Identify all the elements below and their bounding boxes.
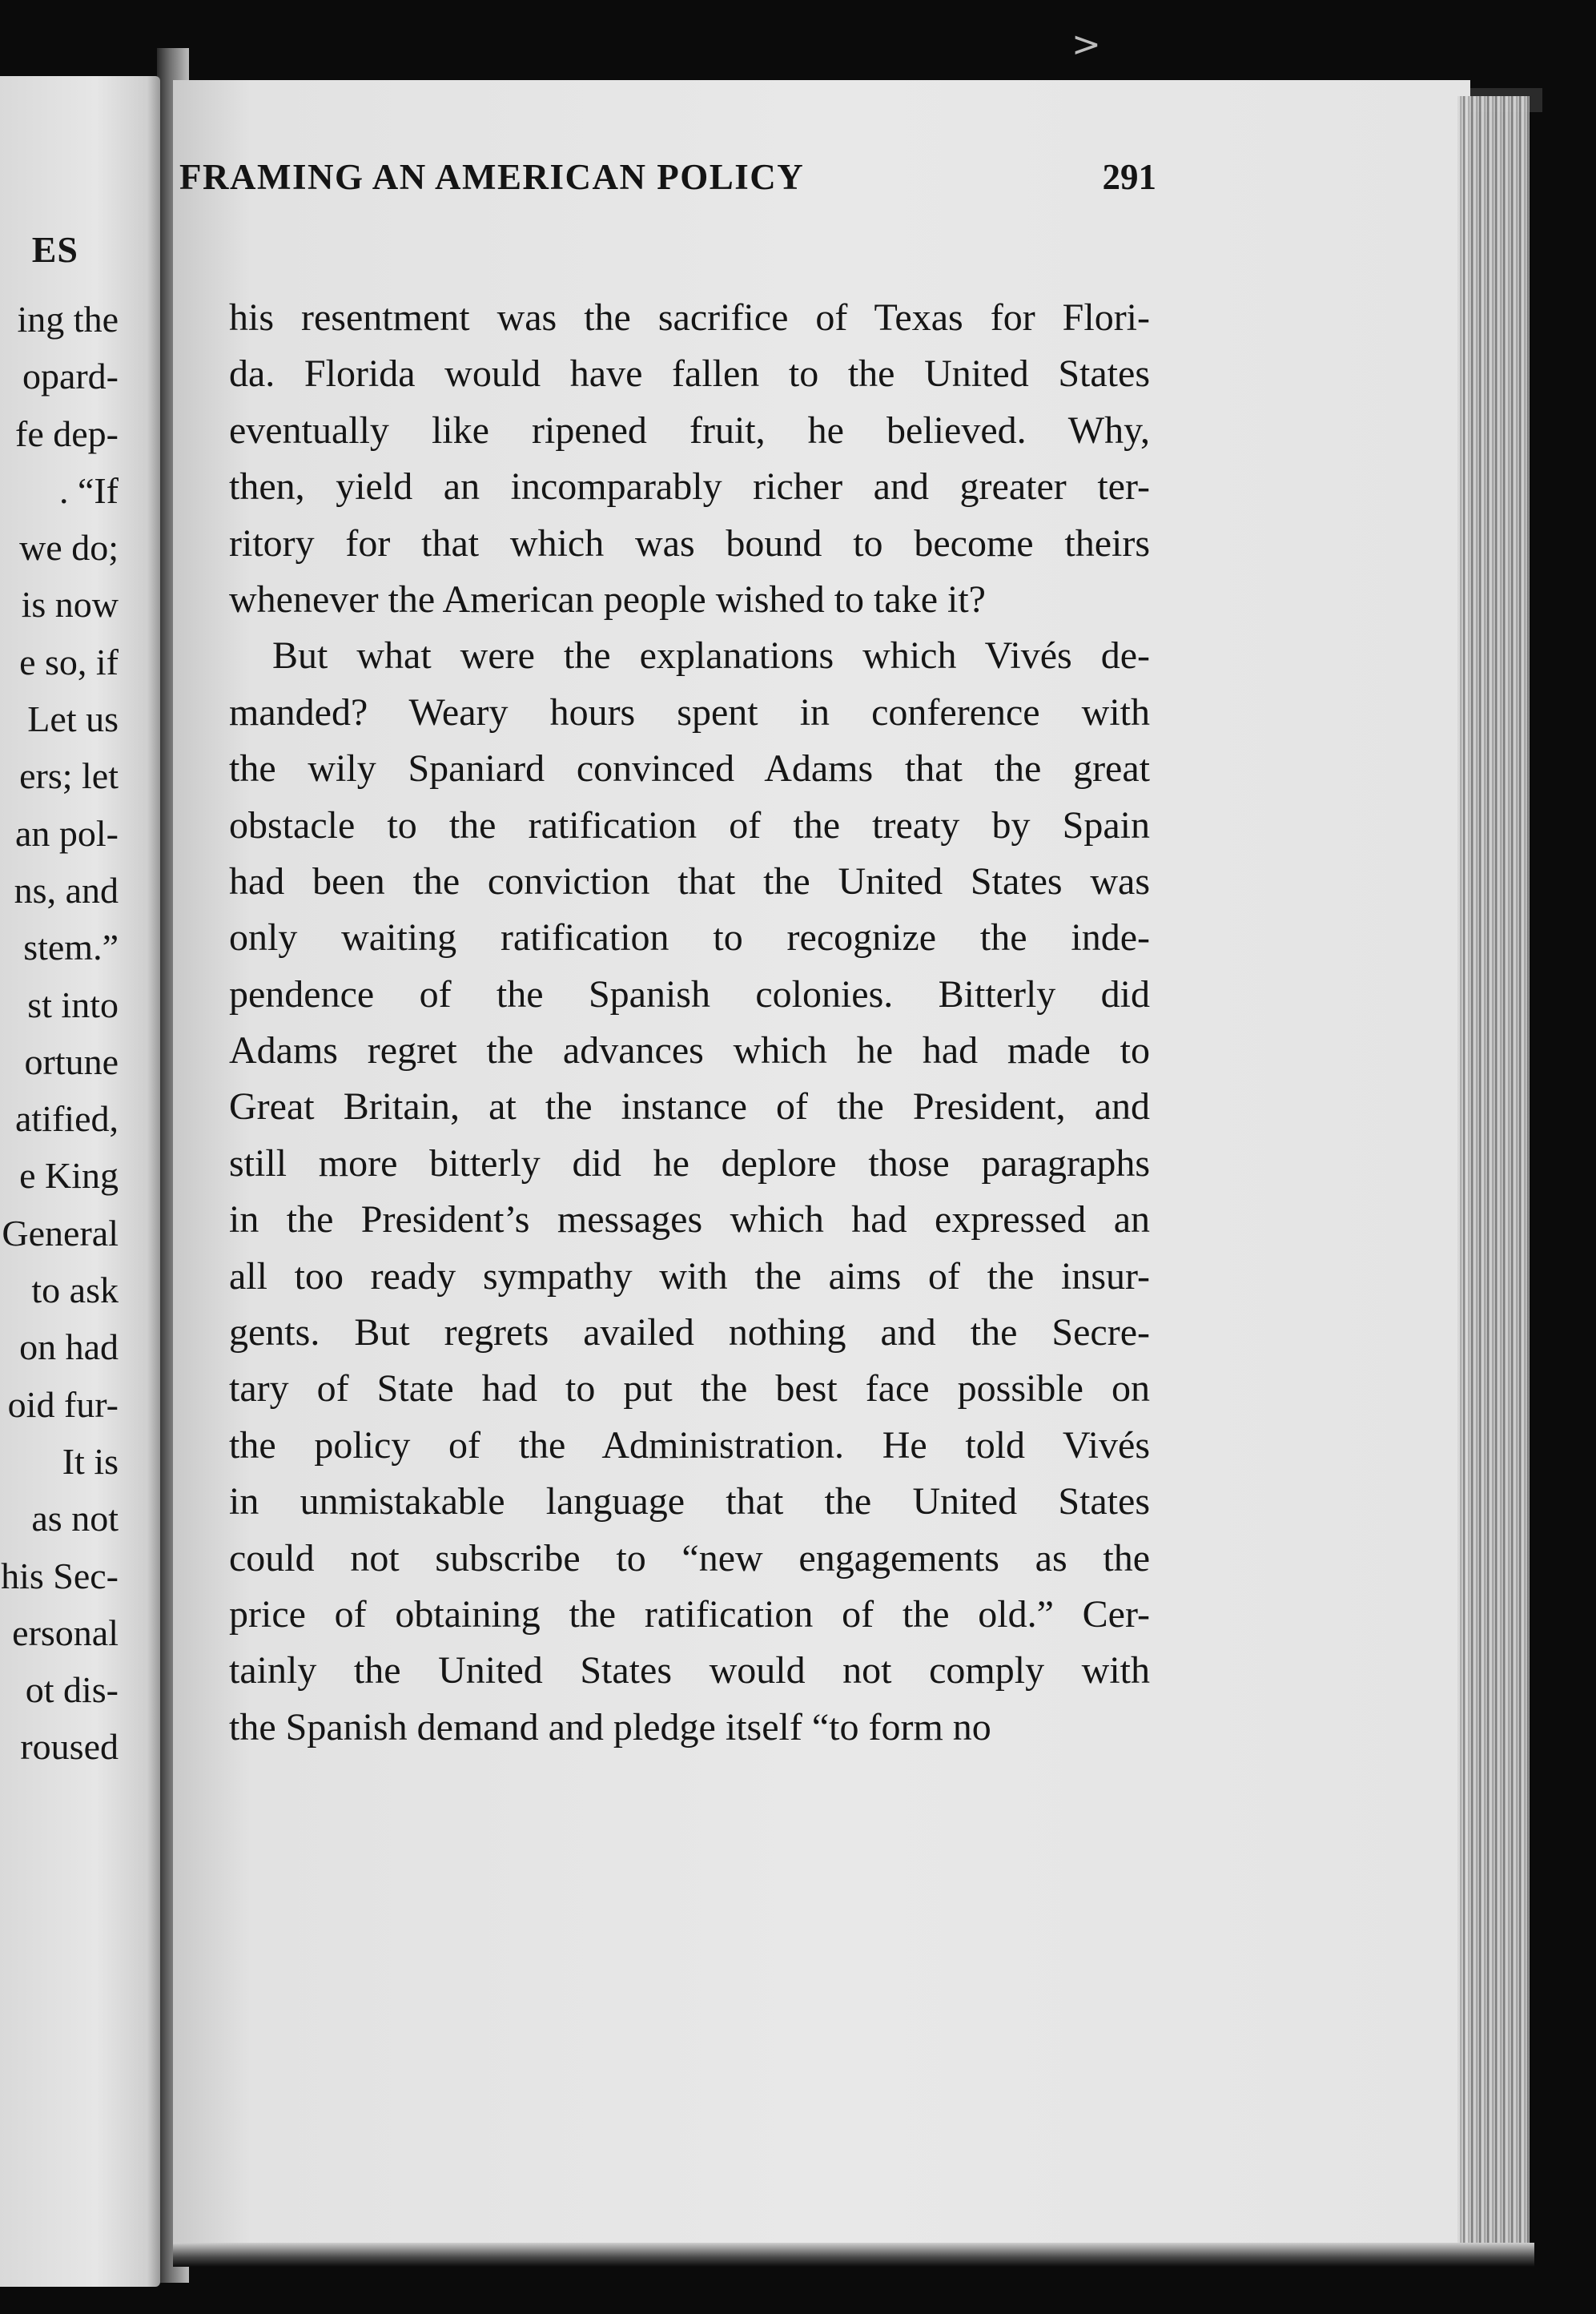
page-body-text (229, 290, 1150, 1756)
left-text-line: Let us (27, 698, 119, 740)
text-line: gents. But regrets availed nothing and the Secre- (229, 1311, 1150, 1354)
text-line: still more bitterly did he deplore those paragraphs (229, 1141, 1150, 1185)
text-line: Great Britain, at the instance of the President, and (229, 1085, 1150, 1129)
text-line: Adams regret the advances which he had made to (229, 1029, 1150, 1072)
text-line: then, yield an incomparably richer and greater ter- (229, 465, 1150, 509)
page-number: 291 (1102, 157, 1156, 197)
left-text-line: It is (62, 1440, 119, 1482)
running-head (179, 156, 1156, 198)
left-running-head-fragment: ES (31, 229, 78, 270)
text-line: had been the conviction that the United States was (229, 859, 1150, 903)
text-line: tainly the United States would not comply with (229, 1649, 1150, 1692)
left-text-line: ortune (24, 1040, 119, 1082)
text-line: ritory for that which was bound to become theirs (229, 521, 1150, 565)
left-text-line: General (2, 1212, 119, 1254)
left-text-line: ns, and (14, 869, 119, 911)
left-text-line: opard- (22, 356, 119, 397)
left-text-line: we do; (19, 527, 119, 569)
left-text-line: st into (27, 984, 119, 1025)
text-line: manded? Weary hours spent in conference with (229, 690, 1150, 734)
text-line: in the President’s messages which had expressed an (229, 1198, 1150, 1242)
left-text-line: e so, if (19, 641, 119, 682)
text-line: price of obtaining the ratification of the old.” Cer- (229, 1592, 1150, 1636)
left-text-line: ersonal (12, 1612, 119, 1653)
left-text-line: stem.” (23, 927, 119, 968)
running-head-title: FRAMING AN AMERICAN POLICY (179, 157, 805, 197)
scan-corner-mark: > (1071, 24, 1101, 65)
text-line: could not subscribe to “new engagements as the (229, 1536, 1150, 1580)
text-line: the Spanish demand and pledge itself “to form no (229, 1705, 991, 1749)
text-line: eventually like ripened fruit, he believed. Why, (229, 408, 1150, 452)
left-text-line: ot dis- (25, 1669, 119, 1711)
left-text-line: atified, (15, 1098, 119, 1140)
left-text-line: his Sec- (1, 1555, 119, 1596)
left-text-line: an pol- (14, 812, 119, 854)
text-line: obstacle to the ratification of the treaty by Spain (229, 803, 1150, 847)
text-line: his resentment was the sacrifice of Texas for Flori- (229, 296, 1150, 339)
left-page-text (0, 291, 119, 1776)
text-line: But what were the explanations which Vivés de- (272, 634, 1150, 678)
text-line: all too ready sympathy with the aims of the insur- (229, 1254, 1150, 1298)
text-line: whenever the American people wished to take it? (229, 577, 986, 621)
left-text-line: is now (21, 584, 119, 626)
text-line: tary of State had to put the best face possible on (229, 1367, 1150, 1411)
left-text-line: roused (20, 1726, 119, 1768)
left-text-line: . “If (58, 469, 119, 511)
text-line: only waiting ratification to recognize the inde- (229, 916, 1150, 960)
page-edges (1457, 96, 1530, 2259)
left-text-line: to ask (31, 1270, 119, 1311)
right-page (173, 80, 1470, 2263)
left-text-line: on had (19, 1326, 119, 1368)
left-text-line: ers; let (19, 755, 119, 797)
left-text-line: e King (19, 1155, 119, 1197)
left-text-line: fe dep- (15, 412, 119, 454)
left-text-line: oid fur- (7, 1383, 119, 1425)
bottom-page-edge (173, 2243, 1534, 2267)
text-line: the policy of the Administration. He told Vivés (229, 1423, 1150, 1467)
left-facing-page (0, 76, 160, 2287)
text-line: the wily Spaniard convinced Adams that the great (229, 747, 1150, 791)
text-line: da. Florida would have fallen to the United States (229, 352, 1150, 396)
text-line: in unmistakable language that the United States (229, 1480, 1150, 1523)
text-line: pendence of the Spanish colonies. Bitterly did (229, 972, 1150, 1016)
left-text-line: ing the (17, 299, 119, 340)
left-text-line: as not (31, 1498, 119, 1539)
